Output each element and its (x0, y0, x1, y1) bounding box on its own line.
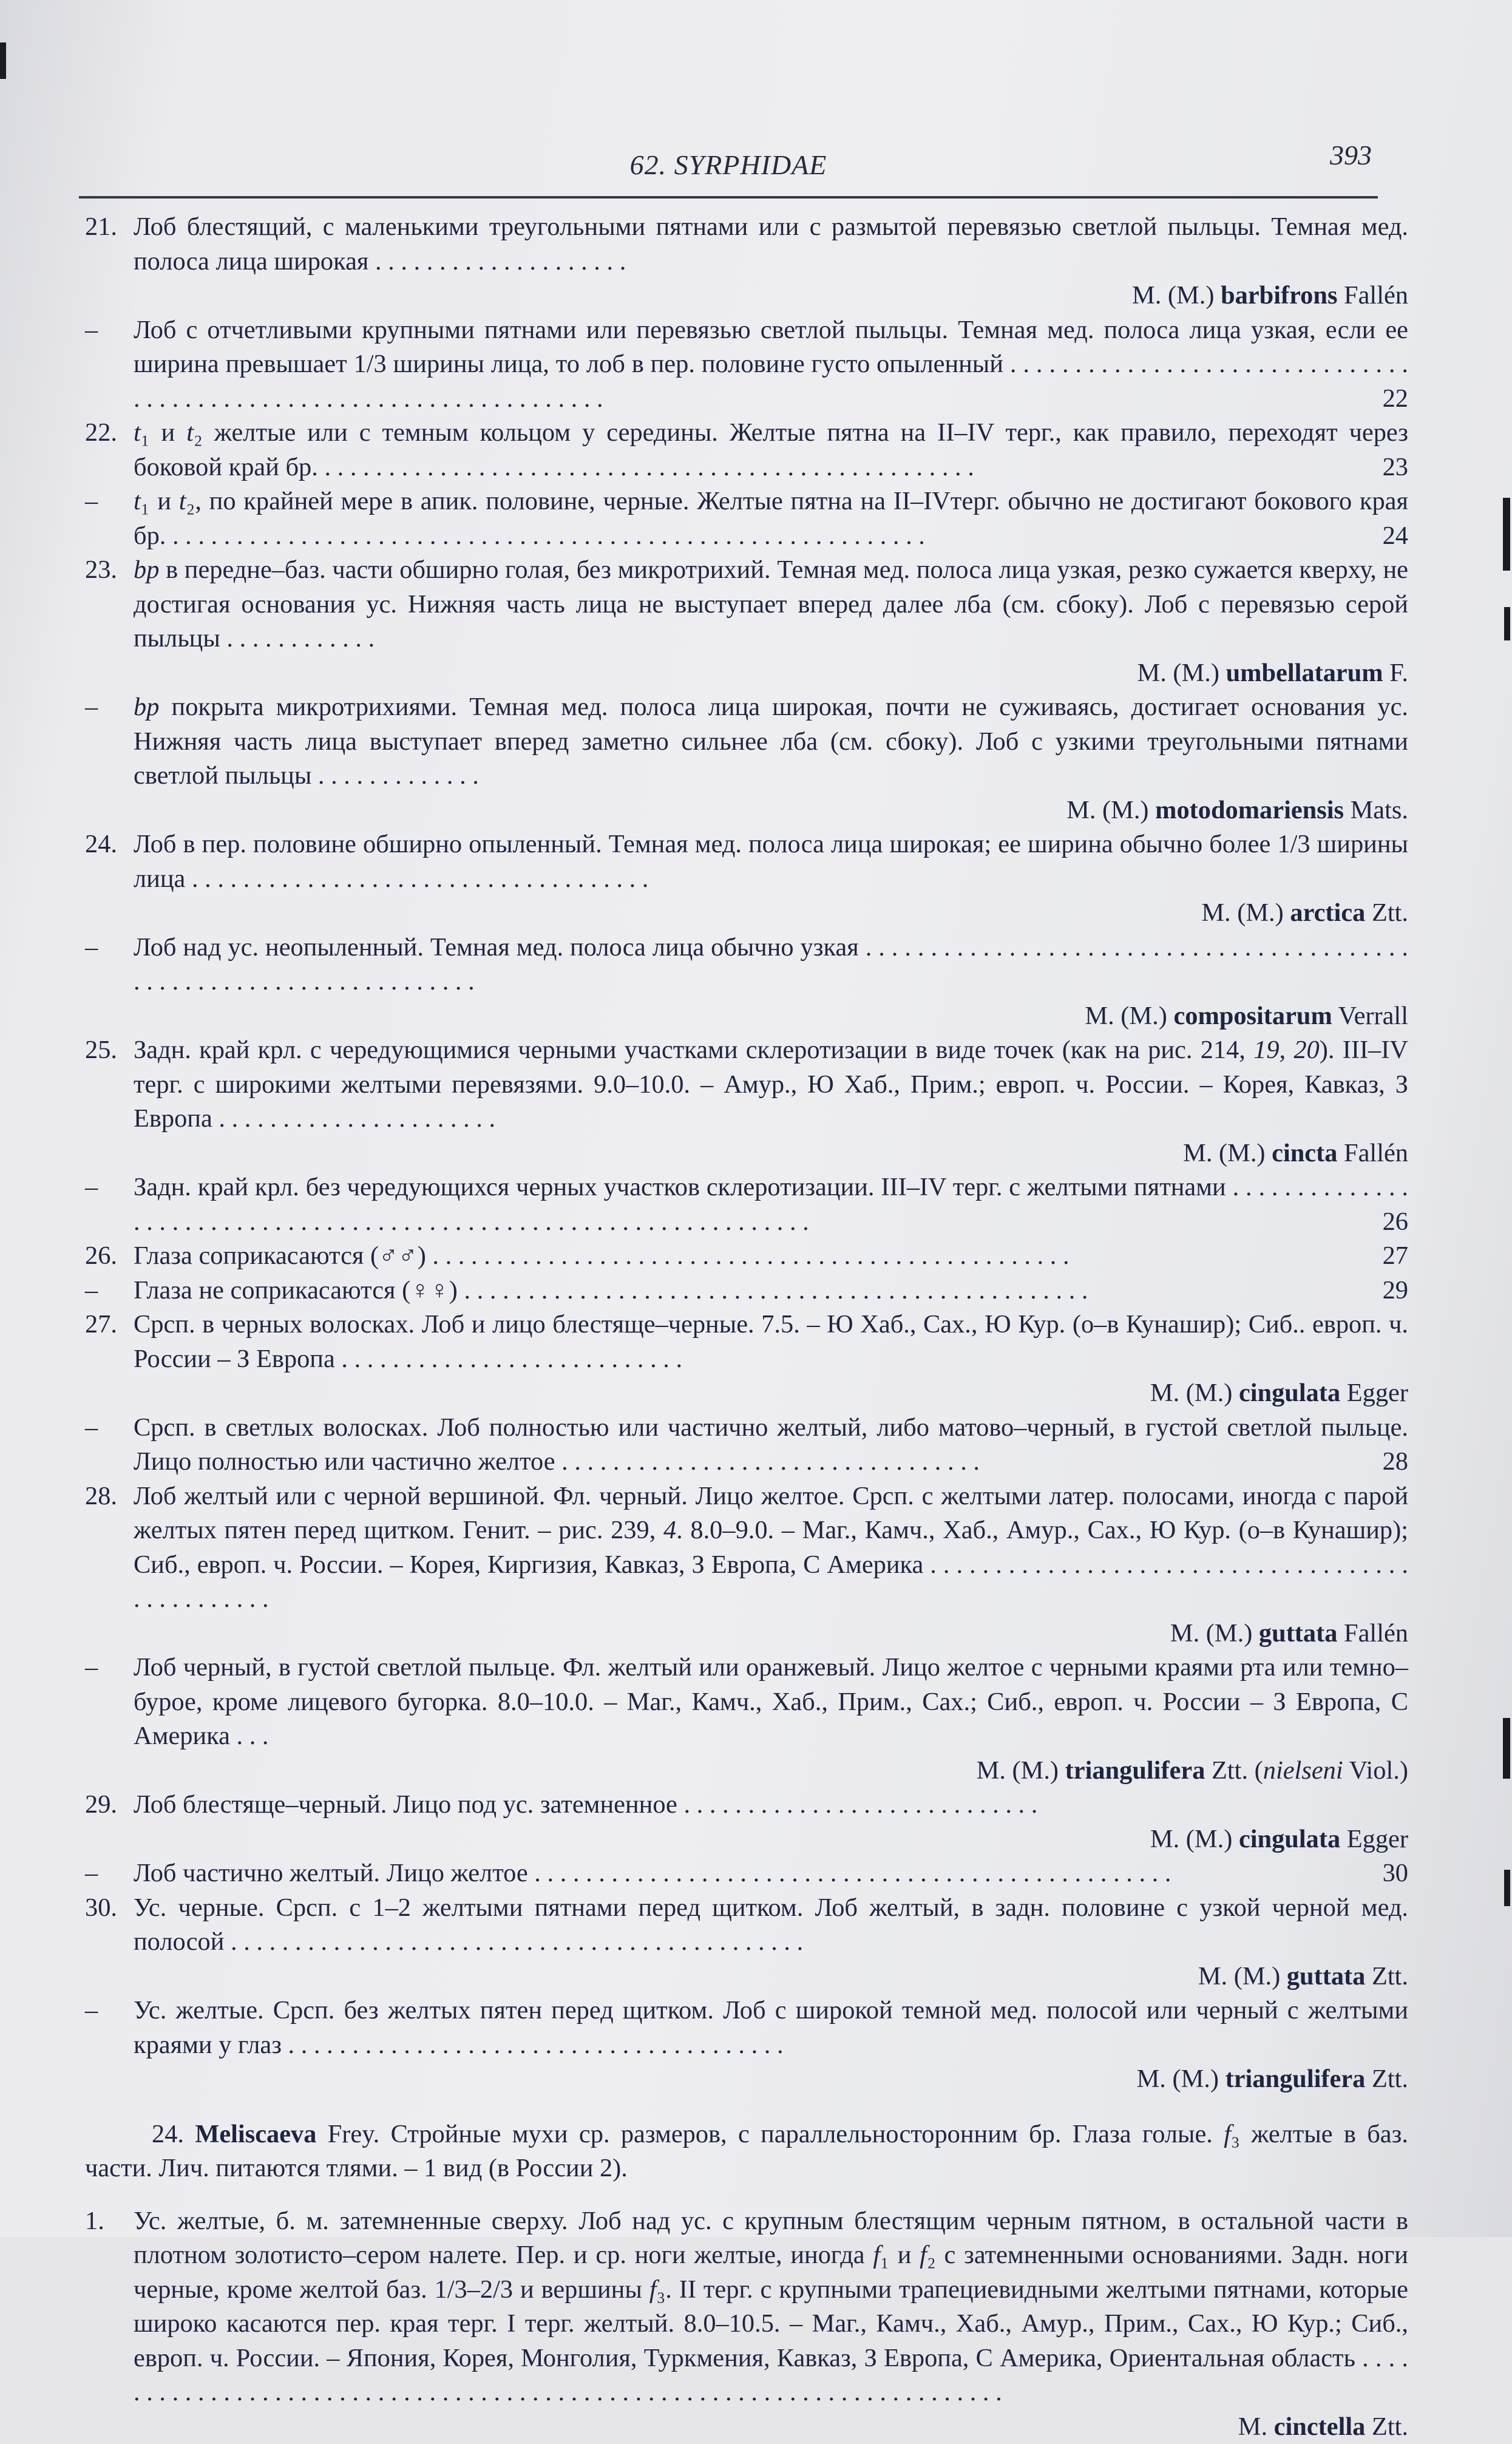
couplet-ref: 22 (1383, 382, 1408, 416)
key-couplet (85, 827, 1408, 931)
couplet-text: Глаза не соприкасаются (♀♀) . . . . . . . . . . . . . . . . . . . . . . . . . . . . . . . . . . . . . . . . . . . . . . . . . (134, 1276, 1088, 1305)
result-genus: M. (M.) (977, 1756, 1065, 1785)
result-genus: M. (M.) (1150, 1825, 1239, 1853)
couplet-number: – (85, 1170, 98, 1205)
key-couplet (85, 1891, 1408, 1994)
couplet-result (134, 656, 1408, 691)
couplet-number: 28. (85, 1479, 117, 1514)
key-couplet (85, 1994, 1408, 2097)
couplet-result (134, 1617, 1408, 1651)
result-extra-author: Viol.) (1343, 1756, 1408, 1785)
result-author: Ztt. ( (1205, 1756, 1263, 1785)
couplet-text: Лоб блестяще–черный. Лицо под ус. затемненное . . . . . . . . . . . . . . . . . . . . . . . . . . . . (134, 1790, 1037, 1819)
couplet-number: 25. (85, 1033, 117, 1068)
key-couplet (85, 1033, 1408, 1170)
key-couplet (85, 1788, 1408, 1856)
couplet-ref: 30 (1383, 1856, 1408, 1891)
couplet-result (134, 793, 1408, 828)
genus-author: Frey (328, 2120, 373, 2148)
couplet-number: 29. (85, 1788, 117, 1822)
couplet-text: Задн. край крл. без чередующихся черных участков склеротизации. III–IV терг. с желтыми пятнами . . . . . . . . . . . . . . . . . . . . . . . . . . . . . . . . . . . . . . . . . . . . . . . . . . . . . . . . . . . . . . . . . . . (134, 1173, 1408, 1236)
result-author: Fallén (1337, 1139, 1408, 1167)
couplet-number: 26. (85, 1239, 117, 1274)
couplet-number: – (85, 313, 98, 348)
couplet-number: – (85, 1856, 98, 1891)
result-extra: nielseni (1263, 1756, 1343, 1785)
couplet-number: 24. (85, 827, 117, 862)
result-species: guttata (1259, 1619, 1338, 1648)
couplet-result (134, 279, 1408, 313)
result-author: Egger (1340, 1825, 1408, 1853)
couplet-number: 30. (85, 1891, 117, 1926)
key-couplets (85, 210, 1408, 2097)
couplet-ref: 27 (1383, 1239, 1408, 1274)
result-author: Fallén (1337, 281, 1408, 310)
key-couplet (85, 553, 1408, 690)
couplet-text: Лоб блестящий, с маленькими треугольными пятнами или с размытой перевязью светлой пыльцы. Темная мед. полоса лица широкая . . . . . . . . . . . . . . . . . . . . (134, 212, 1408, 276)
result-genus: M. (M.) (1201, 898, 1290, 927)
result-species: cingulata (1239, 1825, 1340, 1853)
result-genus: M. (M.) (1132, 281, 1221, 310)
result-species: cingulata (1239, 1379, 1340, 1407)
couplet-number: 22. (85, 416, 117, 450)
couplet-result (134, 2410, 1408, 2444)
couplet-result (134, 1136, 1408, 1171)
result-author: Fallén (1337, 1619, 1408, 1648)
couplet-text: bp покрыта микротрихиями. Темная мед. полоса лица широкая, почти не суживаясь, достигает основания ус. Нижняя часть лица выступает вперед заметно сильнее лба (см. сбоку). Лоб с узкими треугольными пятнами светлой пыльцы . . . . . . . . . . . . . (134, 693, 1408, 790)
page-number: 393 (1330, 139, 1372, 171)
genus-description: Стройные мухи ср. размеров, с параллельносторонним бр. Глаза голые. f₃ желтые в баз. части. Лич. питаются тлями. – 1 вид (в России 2). (85, 2120, 1408, 2183)
couplet-text: Лоб желтый или с черной вершиной. Фл. черный. Лицо желтое. Срсп. с желтыми латер. полосами, иногда с парой желтых пятен перед щитком. Генит. – рис. 239, 4. 8.0–9.0. – Маг., Камч., Хаб., Амур., Сах., Ю Кур. (о–в Кунашир); Сиб., европ. ч. России. – Корея, Киргизия, Кавказ, З Европа, С Америка . . . . . . . . . . . . . . . . . . . . . . . . . . . . . . . . . . . . . . . . . . . . . . . . (134, 1482, 1408, 1614)
page-edge-mark (1503, 498, 1510, 571)
couplet-text: Лоб над ус. неопыленный. Темная мед. полоса лица обычно узкая . . . . . . . . . . . . . . . . . . . . . . . . . . . . . . . . . . . . . . . . . . . . . . . . . . . . . . . . . . . . . . . . . . . . . (134, 933, 1408, 996)
result-genus: M. (M.) (1066, 796, 1155, 824)
genus-name: Meliscaeva (195, 2120, 316, 2148)
result-genus: M. (1238, 2412, 1274, 2441)
couplet-result (134, 1376, 1408, 1411)
spacer (85, 2097, 1408, 2117)
couplet-text: Ус. черные. Срсп. с 1–2 желтыми пятнами перед щитком. Лоб желтый, в задн. половине с узкой черной мед. полосой . . . . . . . . . . . . . . . . . . . . . . . . . . . . . . . . . . . . . . . . . . . . . (134, 1893, 1408, 1957)
couplet-result (134, 2062, 1408, 2097)
couplet-number: – (85, 484, 98, 519)
key-couplet (85, 1411, 1408, 1479)
result-genus: M. (M.) (1170, 1619, 1259, 1648)
key-couplet (85, 1239, 1408, 1274)
couplet-number: 21. (85, 210, 117, 245)
result-genus: M. (M.) (1150, 1379, 1239, 1407)
result-author: Mats. (1344, 796, 1408, 824)
key-couplet (85, 484, 1408, 553)
key-couplet (85, 1479, 1408, 1651)
running-title: 62. SYRPHIDAE (79, 149, 1378, 181)
couplet-number: – (85, 690, 98, 725)
result-species: triangulifera (1226, 2065, 1366, 2093)
result-author: Ztt. (1365, 898, 1408, 927)
couplet-text: t₁ и t₂ желтые или с темным кольцом у середины. Желтые пятна на II–IV терг., как правило, переходят через боковой край бр. . . . . . . . . . . . . . . . . . . . . . . . . . . . . . . . . . . . . . . . . . . . . . . . . . . . (134, 418, 1408, 481)
couplet-ref: 29 (1383, 1274, 1408, 1308)
spacer (85, 2186, 1408, 2204)
couplet-number: – (85, 1994, 98, 2028)
result-author: Ztt. (1365, 1962, 1408, 1991)
couplet-result (134, 896, 1408, 931)
page-edge-mark (1504, 607, 1510, 640)
result-species: triangulifera (1065, 1756, 1205, 1785)
genus-paragraph: 24. Meliscaeva Frey. Стройные мухи ср. размеров, с параллельносторонним бр. Глаза голые. f₃ желтые в баз. части. Лич. питаются тлями. – 1 вид (в России 2). (85, 2117, 1408, 2186)
couplet-number: – (85, 1274, 98, 1308)
couplet-number: – (85, 931, 98, 965)
genus-number: 24. (152, 2120, 184, 2148)
couplet-result (134, 1822, 1408, 1857)
couplet-text: Срсп. в черных волосках. Лоб и лицо блестяще–черные. 7.5. – Ю Хаб., Сах., Ю Кур. (о–в Кунашир); Сиб.. европ. ч. России – З Европа . . . . . . . . . . . . . . . . . . . . . . . . . . . (134, 1310, 1408, 1373)
couplet-ref: 24 (1383, 519, 1408, 554)
page-edge-mark (0, 42, 6, 79)
result-species: guttata (1287, 1962, 1366, 1991)
couplet-number: – (85, 1411, 98, 1445)
result-species: arctica (1290, 898, 1365, 927)
result-author: F. (1383, 659, 1408, 687)
couplet-text: Лоб с отчетливыми крупными пятнами или перевязью светлой пыльцы. Темная мед. полоса лица узкая, если ее ширина превышает 1/3 ширины лица, то лоб в пер. половине густо опыленный . . . . . . . . . . . . . . . . . . . . . . . . . . . . . . . . . . . . . . . . . . . . . . . . . . . . . . . . . . . . . . . . . . . . (134, 316, 1408, 413)
key-couplet (85, 210, 1408, 313)
couplet-number: 27. (85, 1308, 117, 1342)
couplet-text: Лоб в пер. половине обширно опыленный. Темная мед. полоса лица широкая; ее ширина обычно более 1/3 ширины лица . . . . . . . . . . . . . . . . . . . . . . . . . . . . . . . . . . . . (134, 830, 1408, 893)
couplet-text: Срсп. в светлых волосках. Лоб полностью или частично желтый, либо матово–черный, в густой светлой пыльце. Лицо полностью или частично желтое . . . . . . . . . . . . . . . . . . . . . . . . . . . . . . . . . (134, 1413, 1408, 1476)
couplet-text: t₁ и t₂, по крайней мере в апик. половине, черные. Желтые пятна на II–IVтерг. обычно не достигают бокового края бр. . . . . . . . . . . . . . . . . . . . . . . . . . . . . . . . . . . . . . . . . . . . . . . . . . . . . . . . . . . . (134, 487, 1408, 550)
final-couplet (85, 2204, 1408, 2444)
key-couplet (85, 313, 1408, 416)
key-couplet (85, 1274, 1408, 1308)
key-couplet (85, 931, 1408, 1034)
page-header (79, 149, 1378, 199)
result-species: barbifrons (1221, 281, 1337, 310)
couplet-result (134, 1960, 1408, 1994)
couplet-text: Ус. желтые. Срсп. без желтых пятен перед щитком. Лоб с широкой темной мед. полосой или черный с желтыми краями у глаз . . . . . . . . . . . . . . . . . . . . . . . . . . . . . . . . . . . . . . . (134, 1996, 1408, 2059)
key-text (85, 210, 1408, 2444)
key-couplet (85, 690, 1408, 827)
result-genus: M. (M.) (1183, 1139, 1272, 1167)
key-couplet (85, 1651, 1408, 1788)
result-species: motodomariensis (1155, 796, 1344, 824)
result-species: cinctella (1274, 2412, 1366, 2441)
result-author: Egger (1340, 1379, 1408, 1407)
result-author: Ztt. (1365, 2065, 1408, 2093)
couplet-result (134, 1754, 1408, 1788)
page-edge-mark (1504, 1870, 1510, 1906)
couplet-text: Лоб частично желтый. Лицо желтое . . . . . . . . . . . . . . . . . . . . . . . . . . . . . . . . . . . . . . . . . . . . . . . . . . (134, 1859, 1171, 1887)
couplet-number: 23. (85, 553, 117, 588)
result-species: umbellatarum (1226, 659, 1383, 687)
couplet-ref: 23 (1383, 450, 1408, 485)
couplet-text: Глаза соприкасаются (♂♂) . . . . . . . . . . . . . . . . . . . . . . . . . . . . . . . . . . . . . . . . . . . . . . . . . . (134, 1241, 1070, 1270)
key-couplet (85, 416, 1408, 484)
result-author: Verrall (1332, 1002, 1408, 1030)
page-edge-mark (1503, 1718, 1510, 1779)
result-genus: M. (M.) (1198, 1962, 1287, 1991)
couplet-ref: 26 (1383, 1205, 1408, 1240)
couplet-text: Ус. желтые, б. м. затемненные сверху. Лоб над ус. с крупным блестящим черным пятном, в остальной части в плотном золотисто–сером налете. Пер. и ср. ноги желтые, иногда f₁ и f₂ с затемненными основаниями. Задн. ноги черные, кроме желтой баз. 1/3–2/3 и вершины f₃. II терг. с крупными трапециевидными желтыми пятнами, которые широко касаются пер. края терг. I терг. желтый. 8.0–10.5. – Маг., Камч., Хаб., Амур., Прим., Сах., Ю Кур.; Сиб., европ. ч. России. – Япония, Корея, Монголия, Туркмения, Кавказ, З Европа, С Америка, Ориентальная область . . . . . . . . . . . . . . . . . . . . . . . . . . . . . . . . . . . . . . . . . . . . . . . . . . . . . . . . . . . . . . . . . . . . . . . . (134, 2204, 1408, 2410)
key-couplet (85, 1170, 1408, 1239)
result-species: cincta (1272, 1139, 1337, 1167)
couplet-text: Задн. край крл. с чередующимися черными участками склеротизации в виде точек (как на рис. 214, 19, 20). III–IV терг. с широкими желтыми перевязями. 9.0–10.0. – Амур., Ю Хаб., Прим.; европ. ч. России. – Корея, Кавказ, З Европа . . . . . . . . . . . . . . . . . . . . . . (134, 1036, 1408, 1133)
result-genus: M. (M.) (1137, 659, 1226, 687)
key-couplet (85, 1856, 1408, 1891)
result-genus: M. (M.) (1085, 1002, 1173, 1030)
result-author: Ztt. (1365, 2412, 1408, 2441)
couplet-ref: 28 (1383, 1445, 1408, 1479)
couplet-text: bp в передне–баз. части обширно голая, без микротрихий. Темная мед. полоса лица узкая, резко сужается кверху, не достигая основания ус. Нижняя часть лица не выступает вперед далее лба (см. сбоку). Лоб с перевязью серой пыльцы . . . . . . . . . . . . (134, 555, 1408, 653)
couplet-result (134, 999, 1408, 1034)
key-couplet (85, 1308, 1408, 1411)
result-species: compositarum (1173, 1002, 1332, 1030)
couplet-number: 1. (85, 2204, 104, 2239)
couplet-text: Лоб черный, в густой светлой пыльце. Фл. желтый или оранжевый. Лицо желтое с черными краями рта или темно–бурое, кроме лицевого бугорка. 8.0–10.0. – Маг., Камч., Хаб., Прим., Сах.; Сиб., европ. ч. России – З Европа, С Америка . . . (134, 1653, 1408, 1750)
couplet-number: – (85, 1651, 98, 1685)
result-genus: M. (M.) (1137, 2065, 1226, 2093)
